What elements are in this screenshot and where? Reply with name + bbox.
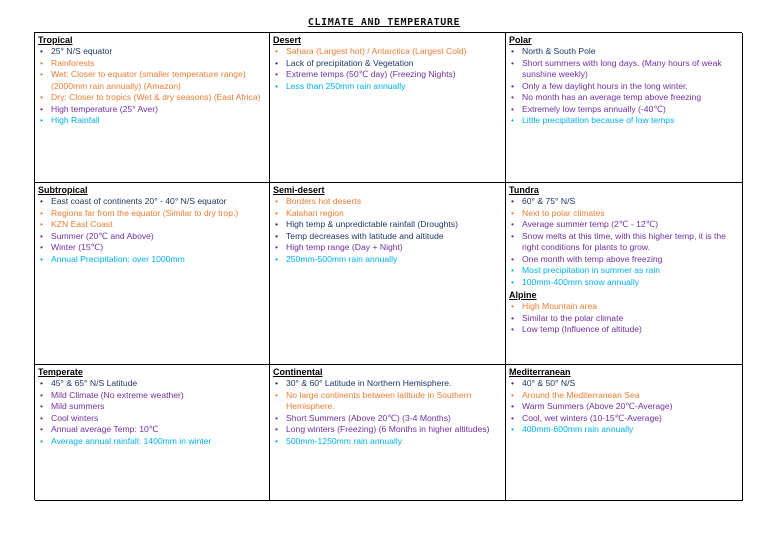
page-title: CLIMATE AND TEMPERATURE (307, 17, 461, 28)
list-item: • Only a few daylight hours in the long winter. (509, 81, 739, 93)
list-item: • Annual Precipitation: over 1000mm (38, 254, 266, 266)
list-tundra (509, 196, 739, 288)
cell-mediterranean (506, 365, 743, 501)
cell-title-polar: Polar (509, 35, 532, 45)
list-item: • Mild summers (38, 401, 266, 413)
list-temperate (38, 378, 266, 447)
list-item: • Rainforests (38, 58, 266, 70)
list-item: • Lack of precipitation & Vegetation (273, 58, 502, 70)
cell-subtropical (35, 183, 270, 365)
cell-semi-desert (270, 183, 506, 365)
cell-continental (270, 365, 506, 501)
list-item: • KZN East Coast (38, 219, 266, 231)
list-item: • 60° & 75° N/S (509, 196, 739, 208)
list-item: • High temp range (Day + Night) (273, 242, 502, 254)
list-item: • Short Summers (Above 20℃) (3-4 Months) (273, 413, 502, 425)
list-item: • Temp decreases with latitude and altitude (273, 231, 502, 243)
list-item: • Kalahari region (273, 208, 502, 220)
list-item: • Short summers with long days. (Many hours of weak sunshine weekly) (509, 58, 739, 81)
list-item: • Regions far from the equator (Similar to dry trop.) (38, 208, 266, 220)
list-item: • Summer (20℃ and Above) (38, 231, 266, 243)
list-item: • Similar to the polar climate (509, 313, 739, 325)
list-item: • Cool, wet winters (10-15℃-Average) (509, 413, 739, 425)
list-subtropical (38, 196, 266, 265)
list-item: • Dry: Closer to tropics (Wet & dry seasons) (East Africa) (38, 92, 266, 104)
list-item: • Snow melts at this time, with this higher temp, it is the right conditions for plants to grow. (509, 231, 739, 254)
list-item: • Wet: Closer to equator (smaller temperature range) (2000mm rain annually) (Amazon) (38, 69, 266, 92)
list-item: • High Rainfall (38, 115, 266, 127)
list-item: • 25° N/S equator (38, 46, 266, 58)
list-item: • High temperature (25° Aver) (38, 104, 266, 116)
list-item: • High temp & unpredictable rainfall (Droughts) (273, 219, 502, 231)
list-item: • Warm Summers (Above 20℃-Average) (509, 401, 739, 413)
list-item: • Winter (15℃) (38, 242, 266, 254)
list-item: • 100mm-400mm snow annually (509, 277, 739, 289)
cell-tropical (35, 33, 270, 183)
cell-title-semi-desert: Semi-desert (273, 185, 325, 195)
list-mediterranean (509, 378, 739, 436)
climate-table (34, 32, 742, 500)
list-item: • Sahara (Largest hot) / Antarctica (Largest Cold) (273, 46, 502, 58)
cell-title-tropical: Tropical (38, 35, 73, 45)
list-item: • Annual average Temp: 10℃ (38, 424, 266, 436)
list-item: • Around the Mediterranean Sea (509, 390, 739, 402)
cell-title-tundra: Tundra (509, 185, 539, 195)
list-item: • Borders hot deserts (273, 196, 502, 208)
cell-title-alpine: Alpine (509, 290, 537, 300)
list-item: • 500mm-1250mm rain annually (273, 436, 502, 448)
list-item: • 45° & 65° N/S Latitude (38, 378, 266, 390)
list-item: • Less than 250mm rain annually (273, 81, 502, 93)
list-item: • Most precipitation in summer as rain (509, 265, 739, 277)
cell-temperate (35, 365, 270, 501)
list-item: • 40° & 50° N/S (509, 378, 739, 390)
cell-title-mediterranean: Mediterranean (509, 367, 571, 377)
list-desert (273, 46, 502, 92)
cell-polar (506, 33, 743, 183)
cell-title-desert: Desert (273, 35, 302, 45)
list-item: • 400mm-600mm rain annually (509, 424, 739, 436)
list-item: • Next to polar climates (509, 208, 739, 220)
cell-title-subtropical: Subtropical (38, 185, 88, 195)
list-polar (509, 46, 739, 127)
cell-desert (270, 33, 506, 183)
list-item: • North & South Pole (509, 46, 739, 58)
list-item: • One month with temp above freezing (509, 254, 739, 266)
list-item: • No month has an average temp above freezing (509, 92, 739, 104)
list-item: • Average annual rainfall: 1400mm in winter (38, 436, 266, 448)
list-tropical (38, 46, 266, 127)
cell-tundra-alpine (506, 183, 743, 365)
list-item: • Little precipitation because of low temps (509, 115, 739, 127)
list-semi-desert (273, 196, 502, 265)
list-continental (273, 378, 502, 447)
list-item: • East coast of continents 20° - 40° N/S equator (38, 196, 266, 208)
list-item: • Mild Climate (No extreme weather) (38, 390, 266, 402)
list-item: • Extremely low temps annually (-40℃) (509, 104, 739, 116)
list-item: • Average summer temp (2℃ - 12℃) (509, 219, 739, 231)
list-item: • Cool winters (38, 413, 266, 425)
list-item: • Low temp (Influence of altitude) (509, 324, 739, 336)
list-item: • Long winters (Freezing) (6 Months in higher altitudes) (273, 424, 502, 436)
list-item: • 250mm-500mm rain annually (273, 254, 502, 266)
list-alpine (509, 301, 739, 336)
list-item: • 30° & 60° Latitude in Northern Hemisphere. (273, 378, 502, 390)
list-item: • High Mountain area (509, 301, 739, 313)
list-item: • Extreme temps (50℃ day) (Freezing Nights) (273, 69, 502, 81)
list-item: • No large continents between latitude in Southern Hemisphere. (273, 390, 502, 413)
cell-title-temperate: Temperate (38, 367, 83, 377)
cell-title-continental: Continental (273, 367, 323, 377)
